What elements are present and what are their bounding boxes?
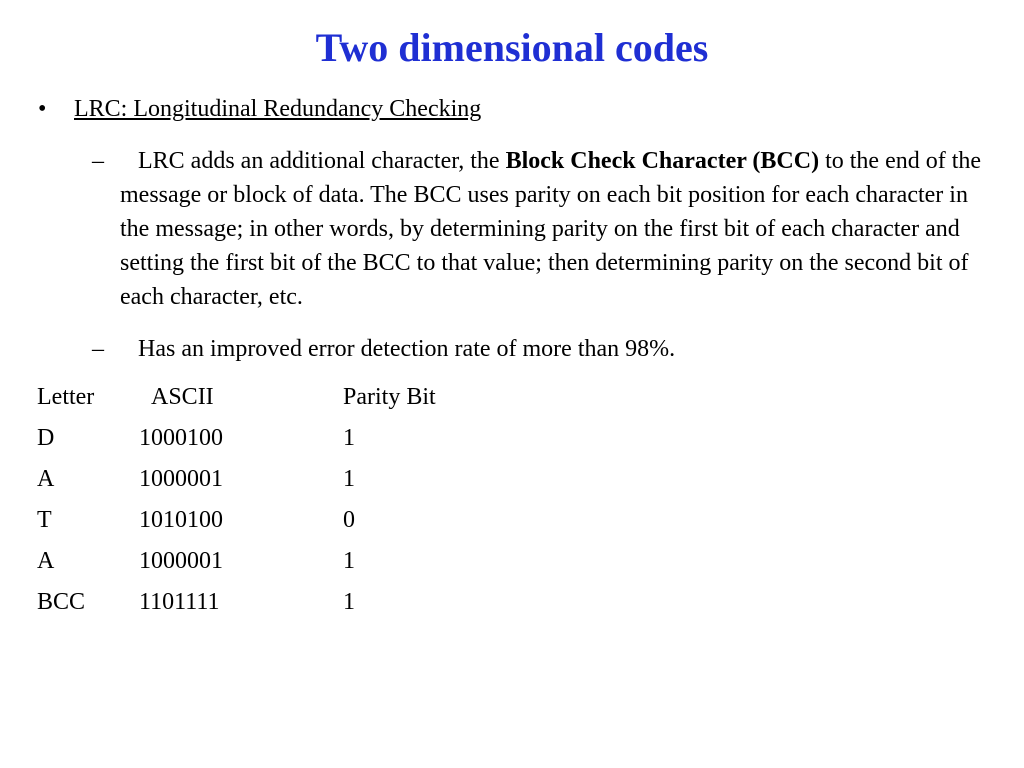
cell-ascii: 1000100 [139,425,223,451]
cell-letter: T [37,507,52,533]
sub-bullet-lrc-description [120,144,1000,314]
header-parity-bit: Parity Bit [343,384,436,410]
cell-letter: A [37,548,55,574]
cell-letter: BCC [37,589,86,615]
cell-parity: 1 [343,425,355,451]
cell-parity: 0 [343,507,355,533]
cell-parity: 1 [343,548,355,574]
cell-ascii: 1000001 [139,466,223,492]
sub-bullet-detection-rate: Has an improved error detection rate of more than 98%. [138,336,676,362]
bullet-marker: • [38,96,47,122]
header-ascii: ASCII [151,384,214,410]
cell-letter: D [37,425,55,451]
header-letter: Letter [37,384,95,410]
lrc-text-before: LRC adds an additional character, the [138,148,506,174]
slide-title: Two dimensional codes [315,25,709,70]
cell-letter: A [37,466,55,492]
sub-bullet-marker: – [92,148,104,174]
cell-ascii: 1101111 [139,589,220,615]
cell-ascii: 1000001 [139,548,223,574]
cell-ascii: 1010100 [139,507,223,533]
cell-parity: 1 [343,466,355,492]
cell-parity: 1 [343,589,355,615]
bullet-heading: LRC: Longitudinal Redundancy Checking [74,96,482,122]
sub-bullet-marker: – [92,336,104,362]
lrc-bold-term: Block Check Character (BCC) [505,148,820,174]
lrc-text-after: to the end of the message or block of data. The BCC uses parity on each bit position for each character in the message; in other words, by determining parity on the first bit of each character and setting the first bit of the BCC to that value; then determining parity on the second bit of each character, etc. [120,148,982,310]
